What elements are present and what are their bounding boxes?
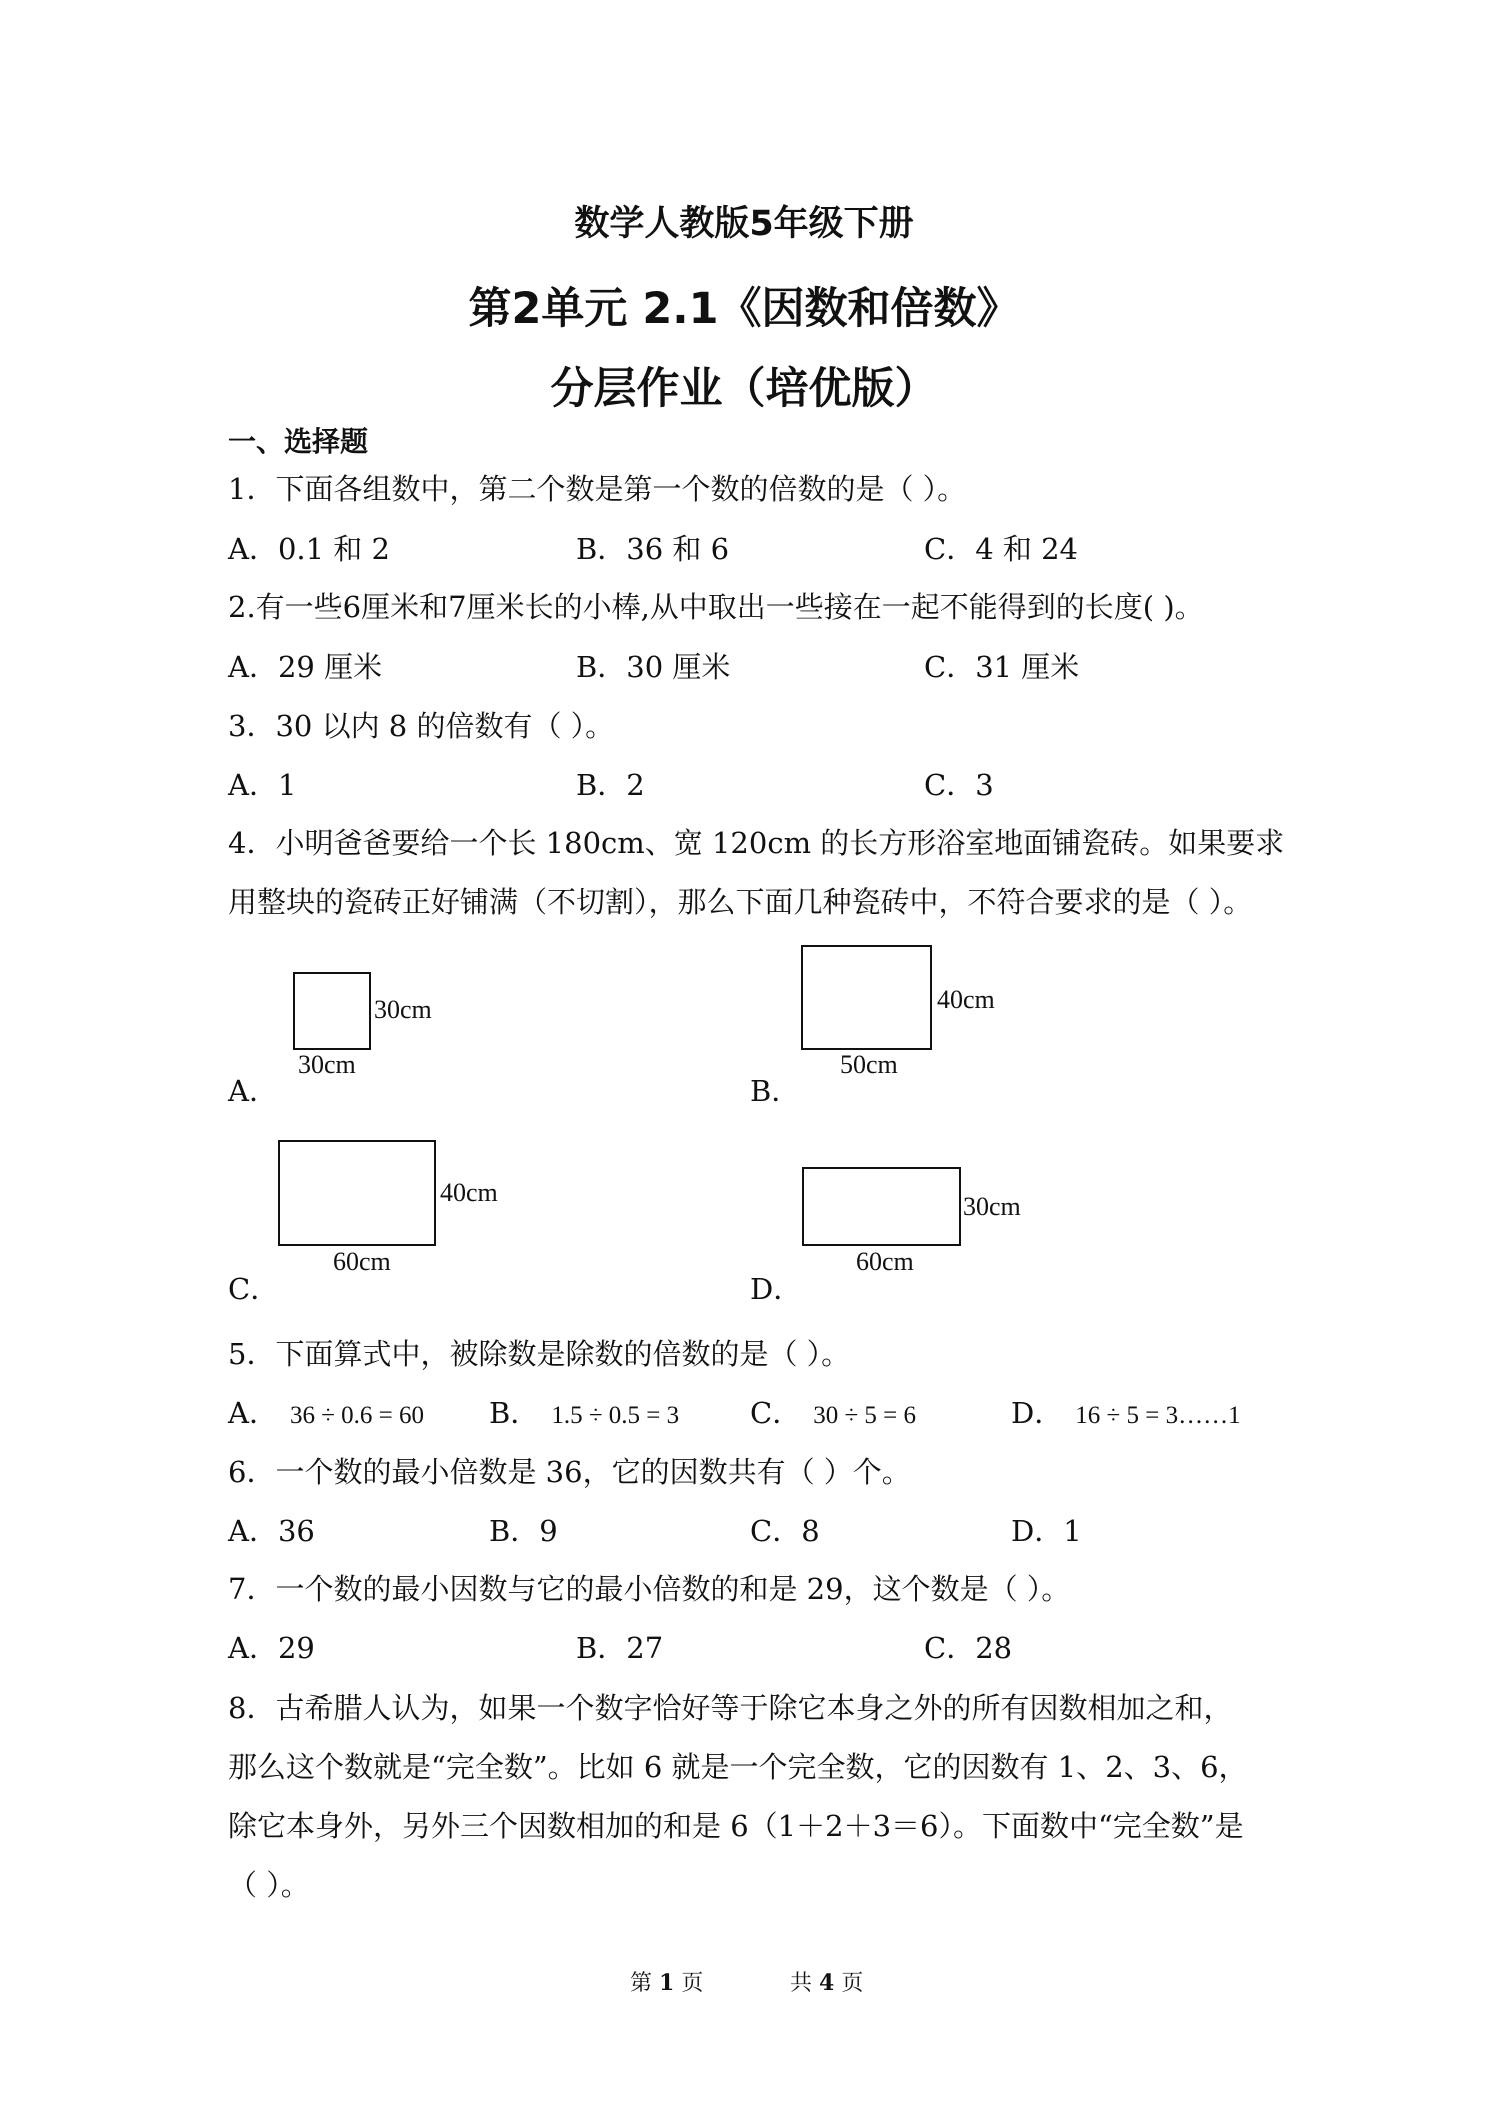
document-title: 数学人教版5年级下册 bbox=[574, 204, 914, 244]
question-2: 2.有一些6厘米和7厘米长的小棒,从中取出一些接在一起不能得到的长度( )。 bbox=[228, 590, 1204, 624]
question-4-line-2: 用整块的瓷砖正好铺满（不切割），那么下面几种瓷砖中，不符合要求的是（ ）。 bbox=[228, 885, 1253, 919]
q6-option-d: D．1 bbox=[1011, 1514, 1082, 1548]
q4-tile-d-width: 60cm bbox=[856, 1247, 914, 1276]
q2-option-c: C．31 厘米 bbox=[924, 650, 1080, 684]
q1-option-c: C．4 和 24 bbox=[924, 532, 1078, 566]
page-number: 第 1 页 bbox=[630, 1970, 704, 1996]
q2-option-a: A．29 厘米 bbox=[228, 650, 383, 684]
q4-option-d-label: D． bbox=[750, 1272, 803, 1306]
q4-option-b-label: B． bbox=[750, 1074, 801, 1108]
question-5: 5．下面算式中，被除数是除数的倍数的是（ ）。 bbox=[228, 1337, 851, 1371]
q7-option-c: C．28 bbox=[924, 1631, 1013, 1665]
question-1: 1．下面各组数中，第二个数是第一个数的倍数的是（ ）。 bbox=[228, 472, 967, 506]
q4-tile-b-width: 50cm bbox=[840, 1050, 898, 1079]
q1-option-a: A．0.1 和 2 bbox=[228, 532, 390, 566]
q4-tile-c-height: 40cm bbox=[440, 1178, 498, 1207]
q6-option-c: C．8 bbox=[750, 1514, 820, 1548]
q6-option-b: B．9 bbox=[489, 1514, 558, 1548]
q7-option-a: A．29 bbox=[228, 1631, 315, 1665]
question-8-line-3: 除它本身外，另外三个因数相加的和是 6（1＋2＋3＝6）。下面数中“完全数”是 bbox=[228, 1809, 1244, 1843]
q4-tile-c bbox=[278, 1140, 436, 1246]
q4-tile-a-width: 30cm bbox=[298, 1050, 356, 1079]
subtitle: 分层作业（培优版） bbox=[550, 364, 938, 414]
q5-option-c: C． 30 ÷ 5 = 6 bbox=[750, 1396, 917, 1430]
q4-tile-d-height: 30cm bbox=[963, 1192, 1021, 1221]
unit-title: 第2单元 2.1《因数和倍数》 bbox=[468, 284, 1020, 334]
q2-option-b: B．30 厘米 bbox=[576, 650, 731, 684]
question-8-line-2: 那么这个数就是“完全数”。比如 6 就是一个完全数，它的因数有 1、2、3、6， bbox=[228, 1750, 1248, 1784]
question-3: 3．30 以内 8 的倍数有（ ）。 bbox=[228, 709, 615, 743]
q4-option-c-label: C． bbox=[228, 1272, 280, 1306]
q4-tile-d bbox=[802, 1167, 961, 1246]
q3-option-a: A．1 bbox=[228, 768, 297, 802]
q6-option-a: A．36 bbox=[228, 1514, 315, 1548]
question-4-line-1: 4．小明爸爸要给一个长 180cm、宽 120cm 的长方形浴室地面铺瓷砖。如果要求 bbox=[228, 826, 1285, 860]
q5-option-a: A． 36 ÷ 0.6 = 60 bbox=[228, 1396, 425, 1430]
q5-option-b: B． 1.5 ÷ 0.5 = 3 bbox=[489, 1396, 680, 1430]
q1-option-b: B．36 和 6 bbox=[576, 532, 730, 566]
q4-tile-a bbox=[293, 972, 371, 1050]
question-8-line-1: 8．古希腊人认为，如果一个数字恰好等于除它本身之外的所有因数相加之和， bbox=[228, 1691, 1233, 1725]
q4-tile-a-height: 30cm bbox=[374, 995, 432, 1024]
question-8-line-4: （ ）。 bbox=[228, 1868, 310, 1902]
q4-option-a-label: A． bbox=[228, 1074, 278, 1108]
question-7: 7．一个数的最小因数与它的最小倍数的和是 29，这个数是（ ）。 bbox=[228, 1572, 1071, 1606]
q5-option-d: D． 16 ÷ 5 = 3……1 bbox=[1011, 1396, 1241, 1430]
question-6: 6．一个数的最小倍数是 36，它的因数共有（ ）个。 bbox=[228, 1455, 911, 1489]
section-heading: 一、选择题 bbox=[228, 425, 369, 458]
q4-tile-c-width: 60cm bbox=[333, 1247, 391, 1276]
q7-option-b: B．27 bbox=[576, 1631, 664, 1665]
q3-option-c: C．3 bbox=[924, 768, 994, 802]
q3-option-b: B．2 bbox=[576, 768, 645, 802]
page-total: 共 4 页 bbox=[790, 1970, 864, 1996]
q4-tile-b-height: 40cm bbox=[937, 985, 995, 1014]
q4-tile-b bbox=[801, 945, 932, 1050]
